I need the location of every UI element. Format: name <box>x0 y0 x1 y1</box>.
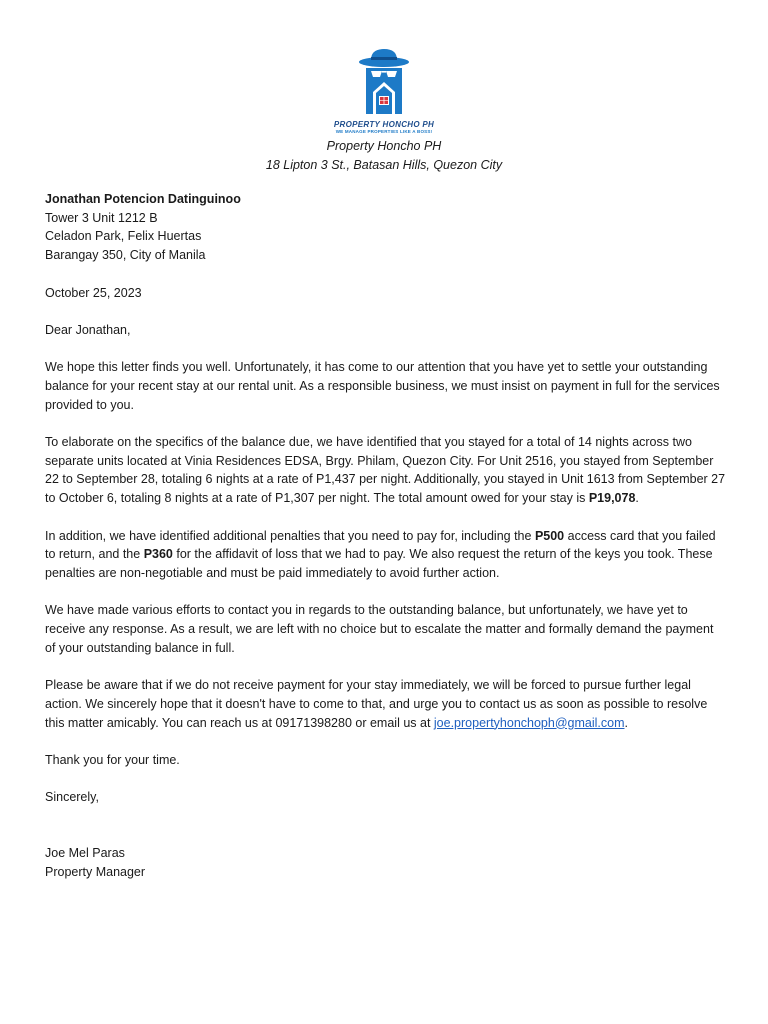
letter-date: October 25, 2023 <box>45 285 142 300</box>
paragraph-intro: We hope this letter finds you well. Unfortunately, it has come to our attention that you have yet to settle your outstanding balance for your recent stay at our rental unit. As a responsible business, we must insist on payment in full for the services provided to you. <box>45 360 720 412</box>
penalties-text-c: access card that you failed to return, and the <box>45 528 716 562</box>
salutation: Dear Jonathan, <box>45 322 131 337</box>
affidavit-amount: P360 <box>143 547 173 562</box>
penalties-text-e: for the affidavit of loss that we had to pay. We also request the return of the keys you took. These penalties are non-negotiable and must be paid immediately to avoid further action. <box>45 547 713 580</box>
thanks-line: Thank you for your time. <box>45 752 180 767</box>
recipient-address-line3: Barangay 350, City of Manila <box>45 248 206 263</box>
recipient-name: Jonathan Potencion Datinguinoo <box>45 192 241 206</box>
access-card-amount: P500 <box>534 528 565 543</box>
signatory-title: Property Manager <box>45 865 146 880</box>
company-name: Property Honcho PH <box>326 139 442 153</box>
penalties-text-a: In addition, we have identified additional penalties that you need to pay for, including the <box>45 528 535 543</box>
letter-body <box>45 190 727 882</box>
email-link[interactable]: joe.propertyhonchoph@gmail.com <box>433 715 625 730</box>
signatory-name: Joe Mel Paras <box>45 846 125 861</box>
company-address: 18 Lipton 3 St., Batasan Hills, Quezon City <box>265 158 503 172</box>
balance-details-end: . <box>635 491 639 506</box>
paragraph-penalties <box>45 527 727 583</box>
logo-tagline: WE MANAGE PROPERTIES LIKE A BOSS! <box>335 129 433 134</box>
recipient-address-line2: Celadon Park, Felix Huertas <box>45 229 202 244</box>
balance-details-text: To elaborate on the specifics of the balance due, we have identified that you stayed for a total of 14 nights across two separate units located at Vinia Residences EDSA, Brgy. Philam, Quezon City. For Unit 2516, you stayed from September 22 to September 28, totaling 6 nights at a rate of P1,437 per night. Additionally, you stayed in Unit 1613 from September 27 to October 6, totaling 8 nights at a rate of P1,307 per night. The total amount owed for your stay is <box>45 435 726 506</box>
recipient-address-line1: Tower 3 Unit 1212 B <box>45 210 158 225</box>
legal-notice-end: . <box>624 715 628 730</box>
legal-notice-text: Please be aware that if we do not receive payment for your stay immediately, we will be forced to pursue further legal action. We sincerely hope that it doesn't have to come to that, and urge you to contact us as soon as possible to resolve this matter amicably. You can reach us at 09171398280 or email us at <box>45 678 708 730</box>
paragraph-legal-notice <box>45 676 727 732</box>
paragraph-balance-details <box>45 433 727 508</box>
logo-brand-text: PROPERTY HONCHO PH <box>333 120 435 129</box>
letterhead <box>0 46 768 175</box>
total-amount: P19,078 <box>588 491 636 506</box>
paragraph-contact-attempts: We have made various efforts to contact you in regards to the outstanding balance, but unfortunately, we have yet to receive any response. As a result, we are left with no choice but to escalate the matter and formally demand the payment of your outstanding balance in full. <box>45 603 714 655</box>
closing-line: Sincerely, <box>45 790 99 805</box>
